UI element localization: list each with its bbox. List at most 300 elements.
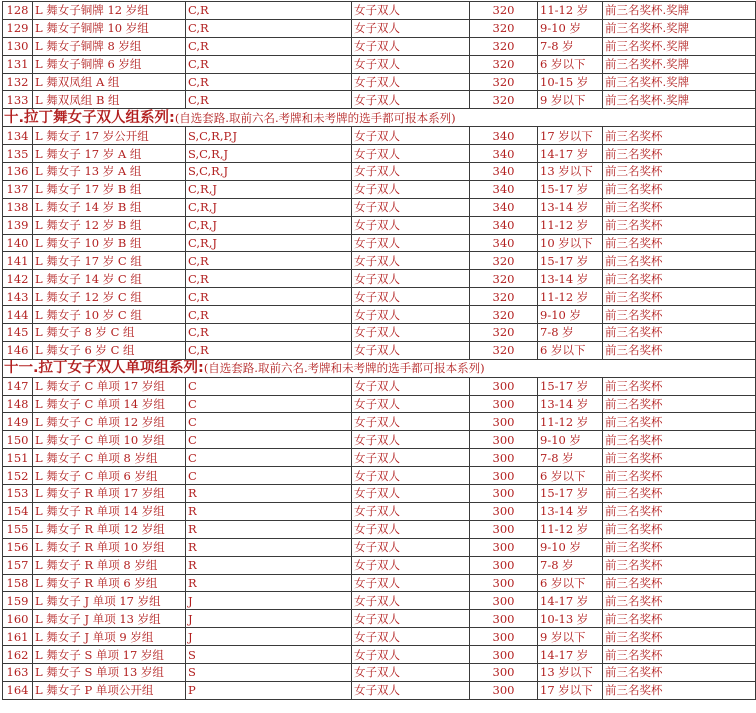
dances-cell: C,R (186, 306, 352, 324)
competition-events-table (2, 1, 756, 700)
awards-cell: 前三名奖杯.奖牌 (603, 19, 756, 37)
age-range-cell: 13 岁以下 (538, 663, 603, 681)
event-number-cell: 146 (3, 341, 33, 359)
category-cell: 女子双人 (352, 324, 470, 342)
event-name-cell: L 舞女子 14 岁 B 组 (33, 198, 186, 216)
event-number-cell: 149 (3, 413, 33, 431)
table-row (3, 234, 756, 252)
dances-cell: J (186, 628, 352, 646)
dances-cell: C,R (186, 270, 352, 288)
event-number-cell: 130 (3, 37, 33, 55)
awards-cell: 前三名奖杯 (603, 556, 756, 574)
age-range-cell: 14-17 岁 (538, 592, 603, 610)
event-number-cell: 153 (3, 485, 33, 503)
dances-cell: J (186, 592, 352, 610)
age-range-cell: 15-17 岁 (538, 377, 603, 395)
fee-cell: 300 (470, 592, 538, 610)
category-cell: 女子双人 (352, 91, 470, 109)
fee-cell: 300 (470, 485, 538, 503)
fee-cell: 340 (470, 127, 538, 145)
category-cell: 女子双人 (352, 538, 470, 556)
event-number-cell: 141 (3, 252, 33, 270)
category-cell: 女子双人 (352, 288, 470, 306)
fee-cell: 320 (470, 91, 538, 109)
section-note: (自选套路.取前六名.考牌和未考牌的选手都可报本系列) (203, 361, 485, 376)
event-name-cell: L 舞女子 8 岁 C 组 (33, 324, 186, 342)
table-row (3, 485, 756, 503)
awards-cell: 前三名奖杯 (603, 431, 756, 449)
event-name-cell: L 舞女子 17 岁 C 组 (33, 252, 186, 270)
event-name-cell: L 舞女子 12 岁 B 组 (33, 216, 186, 234)
event-name-cell: L 舞女子 C 单项 10 岁组 (33, 431, 186, 449)
category-cell: 女子双人 (352, 663, 470, 681)
table-row (3, 216, 756, 234)
dances-cell: C (186, 413, 352, 431)
table-row (3, 681, 756, 699)
table-row (3, 37, 756, 55)
dances-cell: C,R (186, 37, 352, 55)
dances-cell: J (186, 610, 352, 628)
table-row (3, 252, 756, 270)
section-note: (自选套路.取前六名.考牌和未考牌的选手都可报本系列) (174, 110, 456, 125)
age-range-cell: 11-12 岁 (538, 413, 603, 431)
age-range-cell: 6 岁以下 (538, 467, 603, 485)
table-row (3, 19, 756, 37)
table-row (3, 646, 756, 664)
category-cell: 女子双人 (352, 646, 470, 664)
dances-cell: C (186, 395, 352, 413)
event-number-cell: 154 (3, 502, 33, 520)
event-number-cell: 134 (3, 127, 33, 145)
event-name-cell: L 舞女子 S 单项 13 岁组 (33, 663, 186, 681)
fee-cell: 300 (470, 431, 538, 449)
age-range-cell: 6 岁以下 (538, 574, 603, 592)
dances-cell: C,R (186, 19, 352, 37)
fee-cell: 320 (470, 306, 538, 324)
event-number-cell: 132 (3, 73, 33, 91)
table-row (3, 377, 756, 395)
category-cell: 女子双人 (352, 198, 470, 216)
age-range-cell: 9-10 岁 (538, 431, 603, 449)
age-range-cell: 9-10 岁 (538, 19, 603, 37)
table-row (3, 520, 756, 538)
age-range-cell: 14-17 岁 (538, 646, 603, 664)
category-cell: 女子双人 (352, 449, 470, 467)
awards-cell: 前三名奖杯 (603, 520, 756, 538)
table-row (3, 145, 756, 163)
category-cell: 女子双人 (352, 610, 470, 628)
dances-cell: S (186, 663, 352, 681)
event-name-cell: L 舞女子 J 单项 13 岁组 (33, 610, 186, 628)
table-row (3, 663, 756, 681)
category-cell: 女子双人 (352, 485, 470, 503)
table-row (3, 127, 756, 145)
event-number-cell: 129 (3, 19, 33, 37)
event-number-cell: 135 (3, 145, 33, 163)
awards-cell: 前三名奖杯 (603, 127, 756, 145)
category-cell: 女子双人 (352, 681, 470, 699)
age-range-cell: 15-17 岁 (538, 485, 603, 503)
event-number-cell: 145 (3, 324, 33, 342)
fee-cell: 320 (470, 37, 538, 55)
age-range-cell: 13 岁以下 (538, 163, 603, 181)
awards-cell: 前三名奖杯 (603, 341, 756, 359)
fee-cell: 320 (470, 73, 538, 91)
category-cell: 女子双人 (352, 628, 470, 646)
fee-cell: 320 (470, 288, 538, 306)
event-name-cell: L 舞女子 R 单项 6 岁组 (33, 574, 186, 592)
section-title: 十一.拉丁女子双人单项组系列: (4, 360, 204, 377)
event-number-cell: 138 (3, 198, 33, 216)
awards-cell: 前三名奖杯 (603, 288, 756, 306)
event-name-cell: L 舞女子 R 单项 8 岁组 (33, 556, 186, 574)
awards-cell: 前三名奖杯 (603, 574, 756, 592)
age-range-cell: 13-14 岁 (538, 198, 603, 216)
category-cell: 女子双人 (352, 467, 470, 485)
awards-cell: 前三名奖杯 (603, 610, 756, 628)
dances-cell: R (186, 485, 352, 503)
table-row (3, 288, 756, 306)
category-cell: 女子双人 (352, 216, 470, 234)
table-row (3, 413, 756, 431)
table-row (3, 270, 756, 288)
age-range-cell: 15-17 岁 (538, 252, 603, 270)
table-row (3, 502, 756, 520)
category-cell: 女子双人 (352, 73, 470, 91)
dances-cell: R (186, 556, 352, 574)
category-cell: 女子双人 (352, 413, 470, 431)
table-row (3, 592, 756, 610)
event-number-cell: 159 (3, 592, 33, 610)
section-header-cell (3, 109, 756, 127)
section-header-cell (3, 359, 756, 377)
age-range-cell: 7-8 岁 (538, 449, 603, 467)
dances-cell: S (186, 646, 352, 664)
event-name-cell: L 舞女子 C 单项 17 岁组 (33, 377, 186, 395)
awards-cell: 前三名奖杯 (603, 270, 756, 288)
event-name-cell: L 舞双凤组 A 组 (33, 73, 186, 91)
awards-cell: 前三名奖杯 (603, 180, 756, 198)
category-cell: 女子双人 (352, 127, 470, 145)
dances-cell: C,R (186, 324, 352, 342)
table-row (3, 610, 756, 628)
age-range-cell: 11-12 岁 (538, 216, 603, 234)
event-name-cell: L 舞女子 J 单项 9 岁组 (33, 628, 186, 646)
table-row (3, 556, 756, 574)
fee-cell: 300 (470, 449, 538, 467)
fee-cell: 300 (470, 502, 538, 520)
fee-cell: 300 (470, 467, 538, 485)
fee-cell: 320 (470, 270, 538, 288)
age-range-cell: 9-10 岁 (538, 306, 603, 324)
dances-cell: P (186, 681, 352, 699)
event-number-cell: 136 (3, 163, 33, 181)
dances-cell: R (186, 538, 352, 556)
category-cell: 女子双人 (352, 2, 470, 20)
category-cell: 女子双人 (352, 592, 470, 610)
section-title: 十.拉丁舞女子双人组系列: (4, 109, 175, 126)
awards-cell: 前三名奖杯.奖牌 (603, 37, 756, 55)
dances-cell: S,C,R,J (186, 145, 352, 163)
age-range-cell: 10-15 岁 (538, 73, 603, 91)
event-number-cell: 152 (3, 467, 33, 485)
dances-cell: C (186, 377, 352, 395)
awards-cell: 前三名奖杯.奖牌 (603, 73, 756, 91)
table-row (3, 180, 756, 198)
fee-cell: 320 (470, 2, 538, 20)
dances-cell: C,R (186, 55, 352, 73)
event-number-cell: 161 (3, 628, 33, 646)
age-range-cell: 17 岁以下 (538, 681, 603, 699)
awards-cell: 前三名奖杯 (603, 663, 756, 681)
category-cell: 女子双人 (352, 556, 470, 574)
dances-cell: S,C,R,P,J (186, 127, 352, 145)
category-cell: 女子双人 (352, 163, 470, 181)
table-row (3, 449, 756, 467)
event-number-cell: 128 (3, 2, 33, 20)
event-number-cell: 157 (3, 556, 33, 574)
event-number-cell: 148 (3, 395, 33, 413)
event-number-cell: 143 (3, 288, 33, 306)
table-row (3, 91, 756, 109)
dances-cell: C,R (186, 288, 352, 306)
age-range-cell: 6 岁以下 (538, 341, 603, 359)
dances-cell: C,R,J (186, 180, 352, 198)
age-range-cell: 13-14 岁 (538, 270, 603, 288)
event-name-cell: L 舞女子 17 岁 B 组 (33, 180, 186, 198)
table-row (3, 73, 756, 91)
fee-cell: 300 (470, 681, 538, 699)
awards-cell: 前三名奖杯 (603, 234, 756, 252)
table-row (3, 163, 756, 181)
category-cell: 女子双人 (352, 270, 470, 288)
event-name-cell: L 舞女子 P 单项公开组 (33, 681, 186, 699)
event-number-cell: 133 (3, 91, 33, 109)
event-number-cell: 147 (3, 377, 33, 395)
awards-cell: 前三名奖杯 (603, 592, 756, 610)
fee-cell: 340 (470, 145, 538, 163)
table-row (3, 55, 756, 73)
event-number-cell: 137 (3, 180, 33, 198)
event-number-cell: 156 (3, 538, 33, 556)
awards-cell: 前三名奖杯 (603, 324, 756, 342)
category-cell: 女子双人 (352, 502, 470, 520)
age-range-cell: 10-13 岁 (538, 610, 603, 628)
fee-cell: 300 (470, 520, 538, 538)
awards-cell: 前三名奖杯.奖牌 (603, 55, 756, 73)
age-range-cell: 9-10 岁 (538, 538, 603, 556)
event-number-cell: 131 (3, 55, 33, 73)
dances-cell: R (186, 502, 352, 520)
category-cell: 女子双人 (352, 395, 470, 413)
table-row (3, 395, 756, 413)
event-name-cell: L 舞女子 J 单项 17 岁组 (33, 592, 186, 610)
event-name-cell: L 舞女子铜牌 10 岁组 (33, 19, 186, 37)
table-body (3, 2, 756, 700)
fee-cell: 300 (470, 377, 538, 395)
event-name-cell: L 舞女子 12 岁 C 组 (33, 288, 186, 306)
event-number-cell: 150 (3, 431, 33, 449)
dances-cell: R (186, 574, 352, 592)
awards-cell: 前三名奖杯 (603, 216, 756, 234)
awards-cell: 前三名奖杯 (603, 413, 756, 431)
event-name-cell: L 舞女子 R 单项 10 岁组 (33, 538, 186, 556)
event-name-cell: L 舞女子铜牌 8 岁组 (33, 37, 186, 55)
category-cell: 女子双人 (352, 574, 470, 592)
category-cell: 女子双人 (352, 37, 470, 55)
awards-cell: 前三名奖杯 (603, 395, 756, 413)
dances-cell: C (186, 467, 352, 485)
fee-cell: 300 (470, 610, 538, 628)
event-name-cell: L 舞女子 13 岁 A 组 (33, 163, 186, 181)
awards-cell: 前三名奖杯.奖牌 (603, 91, 756, 109)
fee-cell: 320 (470, 341, 538, 359)
awards-cell: 前三名奖杯 (603, 306, 756, 324)
awards-cell: 前三名奖杯 (603, 145, 756, 163)
event-name-cell: L 舞女子 S 单项 17 岁组 (33, 646, 186, 664)
category-cell: 女子双人 (352, 520, 470, 538)
event-name-cell: L 舞女子 C 单项 6 岁组 (33, 467, 186, 485)
event-name-cell: L 舞女子铜牌 6 岁组 (33, 55, 186, 73)
category-cell: 女子双人 (352, 377, 470, 395)
table-row (3, 431, 756, 449)
event-number-cell: 151 (3, 449, 33, 467)
fee-cell: 340 (470, 198, 538, 216)
awards-cell: 前三名奖杯 (603, 502, 756, 520)
event-number-cell: 144 (3, 306, 33, 324)
event-name-cell: L 舞女子 10 岁 C 组 (33, 306, 186, 324)
age-range-cell: 15-17 岁 (538, 180, 603, 198)
awards-cell: 前三名奖杯 (603, 449, 756, 467)
dances-cell: C (186, 449, 352, 467)
event-name-cell: L 舞女子铜牌 12 岁组 (33, 2, 186, 20)
fee-cell: 300 (470, 556, 538, 574)
fee-cell: 340 (470, 234, 538, 252)
awards-cell: 前三名奖杯 (603, 377, 756, 395)
dances-cell: C,R,J (186, 216, 352, 234)
event-number-cell: 163 (3, 663, 33, 681)
awards-cell: 前三名奖杯 (603, 252, 756, 270)
fee-cell: 340 (470, 163, 538, 181)
event-name-cell: L 舞女子 C 单项 14 岁组 (33, 395, 186, 413)
event-name-cell: L 舞女子 R 单项 17 岁组 (33, 485, 186, 503)
category-cell: 女子双人 (352, 341, 470, 359)
fee-cell: 300 (470, 628, 538, 646)
awards-cell: 前三名奖杯 (603, 485, 756, 503)
age-range-cell: 7-8 岁 (538, 556, 603, 574)
event-name-cell: L 舞女子 C 单项 8 岁组 (33, 449, 186, 467)
event-name-cell: L 舞女子 14 岁 C 组 (33, 270, 186, 288)
fee-cell: 320 (470, 252, 538, 270)
dances-cell: C,R,J (186, 198, 352, 216)
fee-cell: 300 (470, 663, 538, 681)
awards-cell: 前三名奖杯 (603, 538, 756, 556)
awards-cell: 前三名奖杯 (603, 163, 756, 181)
dances-cell: C,R,J (186, 234, 352, 252)
fee-cell: 340 (470, 216, 538, 234)
section-header-row (3, 359, 756, 377)
awards-cell: 前三名奖杯 (603, 198, 756, 216)
awards-cell: 前三名奖杯 (603, 646, 756, 664)
table-row (3, 628, 756, 646)
table-row (3, 2, 756, 20)
fee-cell: 320 (470, 324, 538, 342)
event-number-cell: 164 (3, 681, 33, 699)
dances-cell: C,R (186, 341, 352, 359)
category-cell: 女子双人 (352, 234, 470, 252)
age-range-cell: 17 岁以下 (538, 127, 603, 145)
event-name-cell: L 舞女子 R 单项 14 岁组 (33, 502, 186, 520)
dances-cell: R (186, 520, 352, 538)
event-name-cell: L 舞女子 17 岁 A 组 (33, 145, 186, 163)
table-row (3, 198, 756, 216)
category-cell: 女子双人 (352, 306, 470, 324)
dances-cell: C (186, 431, 352, 449)
table-row (3, 306, 756, 324)
table-row (3, 538, 756, 556)
category-cell: 女子双人 (352, 180, 470, 198)
fee-cell: 300 (470, 395, 538, 413)
event-number-cell: 160 (3, 610, 33, 628)
event-name-cell: L 舞女子 6 岁 C 组 (33, 341, 186, 359)
event-name-cell: L 舞女子 10 岁 B 组 (33, 234, 186, 252)
age-range-cell: 11-12 岁 (538, 288, 603, 306)
fee-cell: 300 (470, 538, 538, 556)
table-row (3, 574, 756, 592)
dances-cell: S,C,R,J (186, 163, 352, 181)
event-number-cell: 142 (3, 270, 33, 288)
age-range-cell: 7-8 岁 (538, 324, 603, 342)
category-cell: 女子双人 (352, 19, 470, 37)
event-name-cell: L 舞女子 C 单项 12 岁组 (33, 413, 186, 431)
event-name-cell: L 舞女子 R 单项 12 岁组 (33, 520, 186, 538)
dances-cell: C,R (186, 73, 352, 91)
age-range-cell: 10 岁以下 (538, 234, 603, 252)
fee-cell: 320 (470, 19, 538, 37)
awards-cell: 前三名奖杯 (603, 467, 756, 485)
dances-cell: C,R (186, 2, 352, 20)
age-range-cell: 13-14 岁 (538, 502, 603, 520)
event-name-cell: L 舞双凤组 B 组 (33, 91, 186, 109)
awards-cell: 前三名奖杯 (603, 628, 756, 646)
section-header-row (3, 109, 756, 127)
category-cell: 女子双人 (352, 431, 470, 449)
event-name-cell: L 舞女子 17 岁公开组 (33, 127, 186, 145)
age-range-cell: 6 岁以下 (538, 55, 603, 73)
age-range-cell: 7-8 岁 (538, 37, 603, 55)
event-number-cell: 158 (3, 574, 33, 592)
age-range-cell: 13-14 岁 (538, 395, 603, 413)
awards-cell: 前三名奖杯.奖牌 (603, 2, 756, 20)
awards-cell: 前三名奖杯 (603, 681, 756, 699)
table-row (3, 341, 756, 359)
event-number-cell: 139 (3, 216, 33, 234)
age-range-cell: 9 岁以下 (538, 628, 603, 646)
age-range-cell: 11-12 岁 (538, 2, 603, 20)
fee-cell: 300 (470, 413, 538, 431)
fee-cell: 320 (470, 55, 538, 73)
fee-cell: 340 (470, 180, 538, 198)
dances-cell: C,R (186, 252, 352, 270)
category-cell: 女子双人 (352, 145, 470, 163)
age-range-cell: 9 岁以下 (538, 91, 603, 109)
event-number-cell: 155 (3, 520, 33, 538)
fee-cell: 300 (470, 646, 538, 664)
fee-cell: 300 (470, 574, 538, 592)
category-cell: 女子双人 (352, 252, 470, 270)
table-row (3, 467, 756, 485)
dances-cell: C,R (186, 91, 352, 109)
